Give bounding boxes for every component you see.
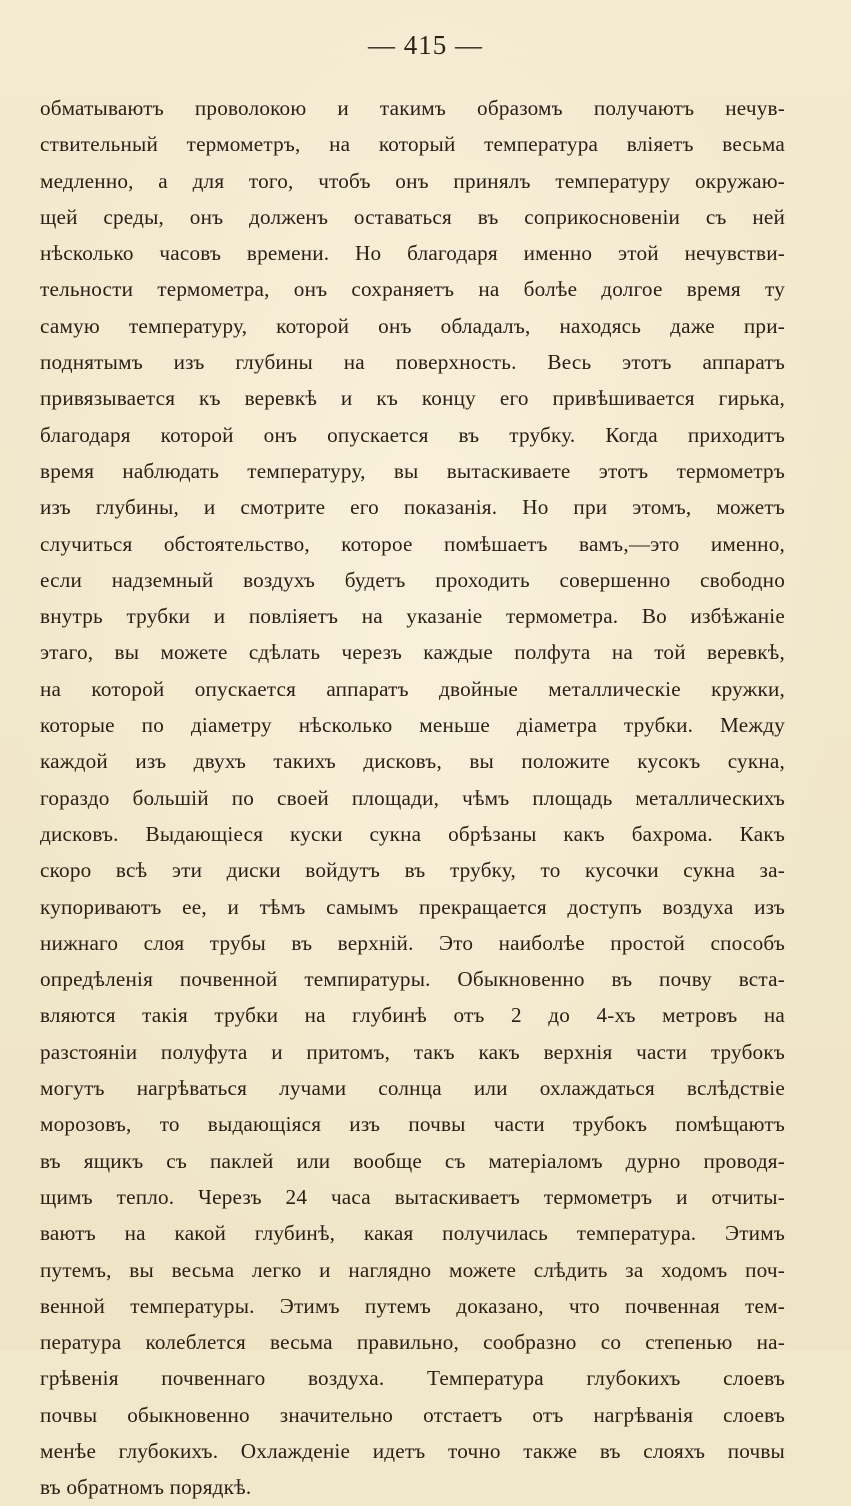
text-line: благодаря которой онъ опускается въ трубку. Когда приходитъ: [40, 422, 785, 447]
text-line: купориваютъ ее, и тѣмъ самымъ прекращается доступъ воздуха изъ: [40, 894, 785, 919]
text-line: время наблюдать температуру, вы вытаскиваете этотъ термометръ: [40, 458, 785, 483]
text-line: путемъ, вы весьма легко и наглядно можете слѣдить за ходомъ поч-: [40, 1257, 785, 1282]
text-line: могутъ нагрѣваться лучами солнца или охлаждаться вслѣдствіе: [40, 1076, 785, 1101]
text-line: разстояніи полуфута и притомъ, такъ какъ верхнія части трубокъ: [40, 1039, 785, 1064]
text-line: пература колеблется весьма правильно, сообразно со степенью на-: [40, 1330, 785, 1355]
text-line: ствительный термометръ, на который температура вліяетъ весьма: [40, 132, 785, 157]
text-line: ваютъ на какой глубинѣ, какая получилась температура. Этимъ: [40, 1221, 785, 1246]
text-line: если надземный воздухъ будетъ проходить совершенно свободно: [40, 567, 785, 592]
text-line: этаго, вы можете сдѣлать черезъ каждые полфута на той веревкѣ,: [40, 640, 785, 665]
text-line: поднятымъ изъ глубины на поверхность. Весь этотъ аппаратъ: [40, 350, 785, 375]
text-line: случиться обстоятельство, которое помѣшаетъ вамъ,—это именно,: [40, 531, 785, 556]
text-line: нѣсколько часовъ времени. Но благодаря именно этой нечувстви-: [40, 241, 785, 266]
text-line: тельности термометра, онъ сохраняетъ на болѣе долгое время ту: [40, 277, 785, 302]
text-line: щимъ тепло. Черезъ 24 часа вытаскиваетъ термометръ и отчиты-: [40, 1184, 785, 1209]
text-line: привязывается къ веревкѣ и къ концу его привѣшивается гирька,: [40, 386, 785, 411]
body-text: [40, 90, 785, 1506]
text-line: обматываютъ проволокою и такимъ образомъ получаютъ нечув-: [40, 96, 785, 120]
text-line: щей среды, онъ долженъ оставаться въ соприкосновеніи съ ней: [40, 204, 785, 229]
page-number: — 415 —: [368, 30, 483, 60]
text-line: гораздо большій по своей площади, чѣмъ площадь металлическихъ: [40, 785, 785, 810]
text-line: вляются такія трубки на глубинѣ отъ 2 до 4-хъ метровъ на: [40, 1003, 785, 1028]
text-line: самую температуру, которой онъ обладалъ, находясь даже при-: [40, 313, 785, 338]
text-line: менѣе глубокихъ. Охлажденіе идетъ точно также въ слояхъ почвы: [40, 1438, 785, 1463]
text-line: дисковъ. Выдающіеся куски сукна обрѣзаны какъ бахрома. Какъ: [40, 821, 785, 846]
text-line: венной температуры. Этимъ путемъ доказано, что почвенная тем-: [40, 1293, 785, 1318]
text-line: почвы обыкновенно значительно отстаетъ отъ нагрѣванія слоевъ: [40, 1402, 785, 1427]
text-line: скоро всѣ эти диски войдутъ въ трубку, то кусочки сукна за-: [40, 858, 785, 883]
text-line: въ обратномъ порядкѣ.: [40, 1475, 252, 1500]
text-line: на которой опускается аппаратъ двойные металлическіе кружки,: [40, 676, 785, 701]
text-line: въ ящикъ съ паклей или вообще съ матеріаломъ дурно проводя-: [40, 1148, 785, 1173]
text-line: морозовъ, то выдающіяся изъ почвы части трубокъ помѣщаютъ: [40, 1112, 785, 1137]
text-line: изъ глубины, и смотрите его показанія. Но при этомъ, можетъ: [40, 495, 785, 520]
text-line: медленно, а для того, чтобъ онъ принялъ температуру окружаю-: [40, 168, 785, 193]
text-line: внутрь трубки и повліяетъ на указаніе термометра. Во избѣжаніе: [40, 604, 785, 629]
text-line: которые по діаметру нѣсколько меньше діаметра трубки. Между: [40, 713, 785, 738]
text-line: каждой изъ двухъ такихъ дисковъ, вы положите кусокъ сукна,: [40, 749, 785, 774]
text-line: нижнаго слоя трубы въ верхній. Это наиболѣе простой способъ: [40, 930, 785, 955]
text-line: опредѣленія почвенной темпиратуры. Обыкновенно въ почву вста-: [40, 967, 785, 992]
text-line: грѣвенія почвеннаго воздуха. Температура глубокихъ слоевъ: [40, 1366, 785, 1391]
